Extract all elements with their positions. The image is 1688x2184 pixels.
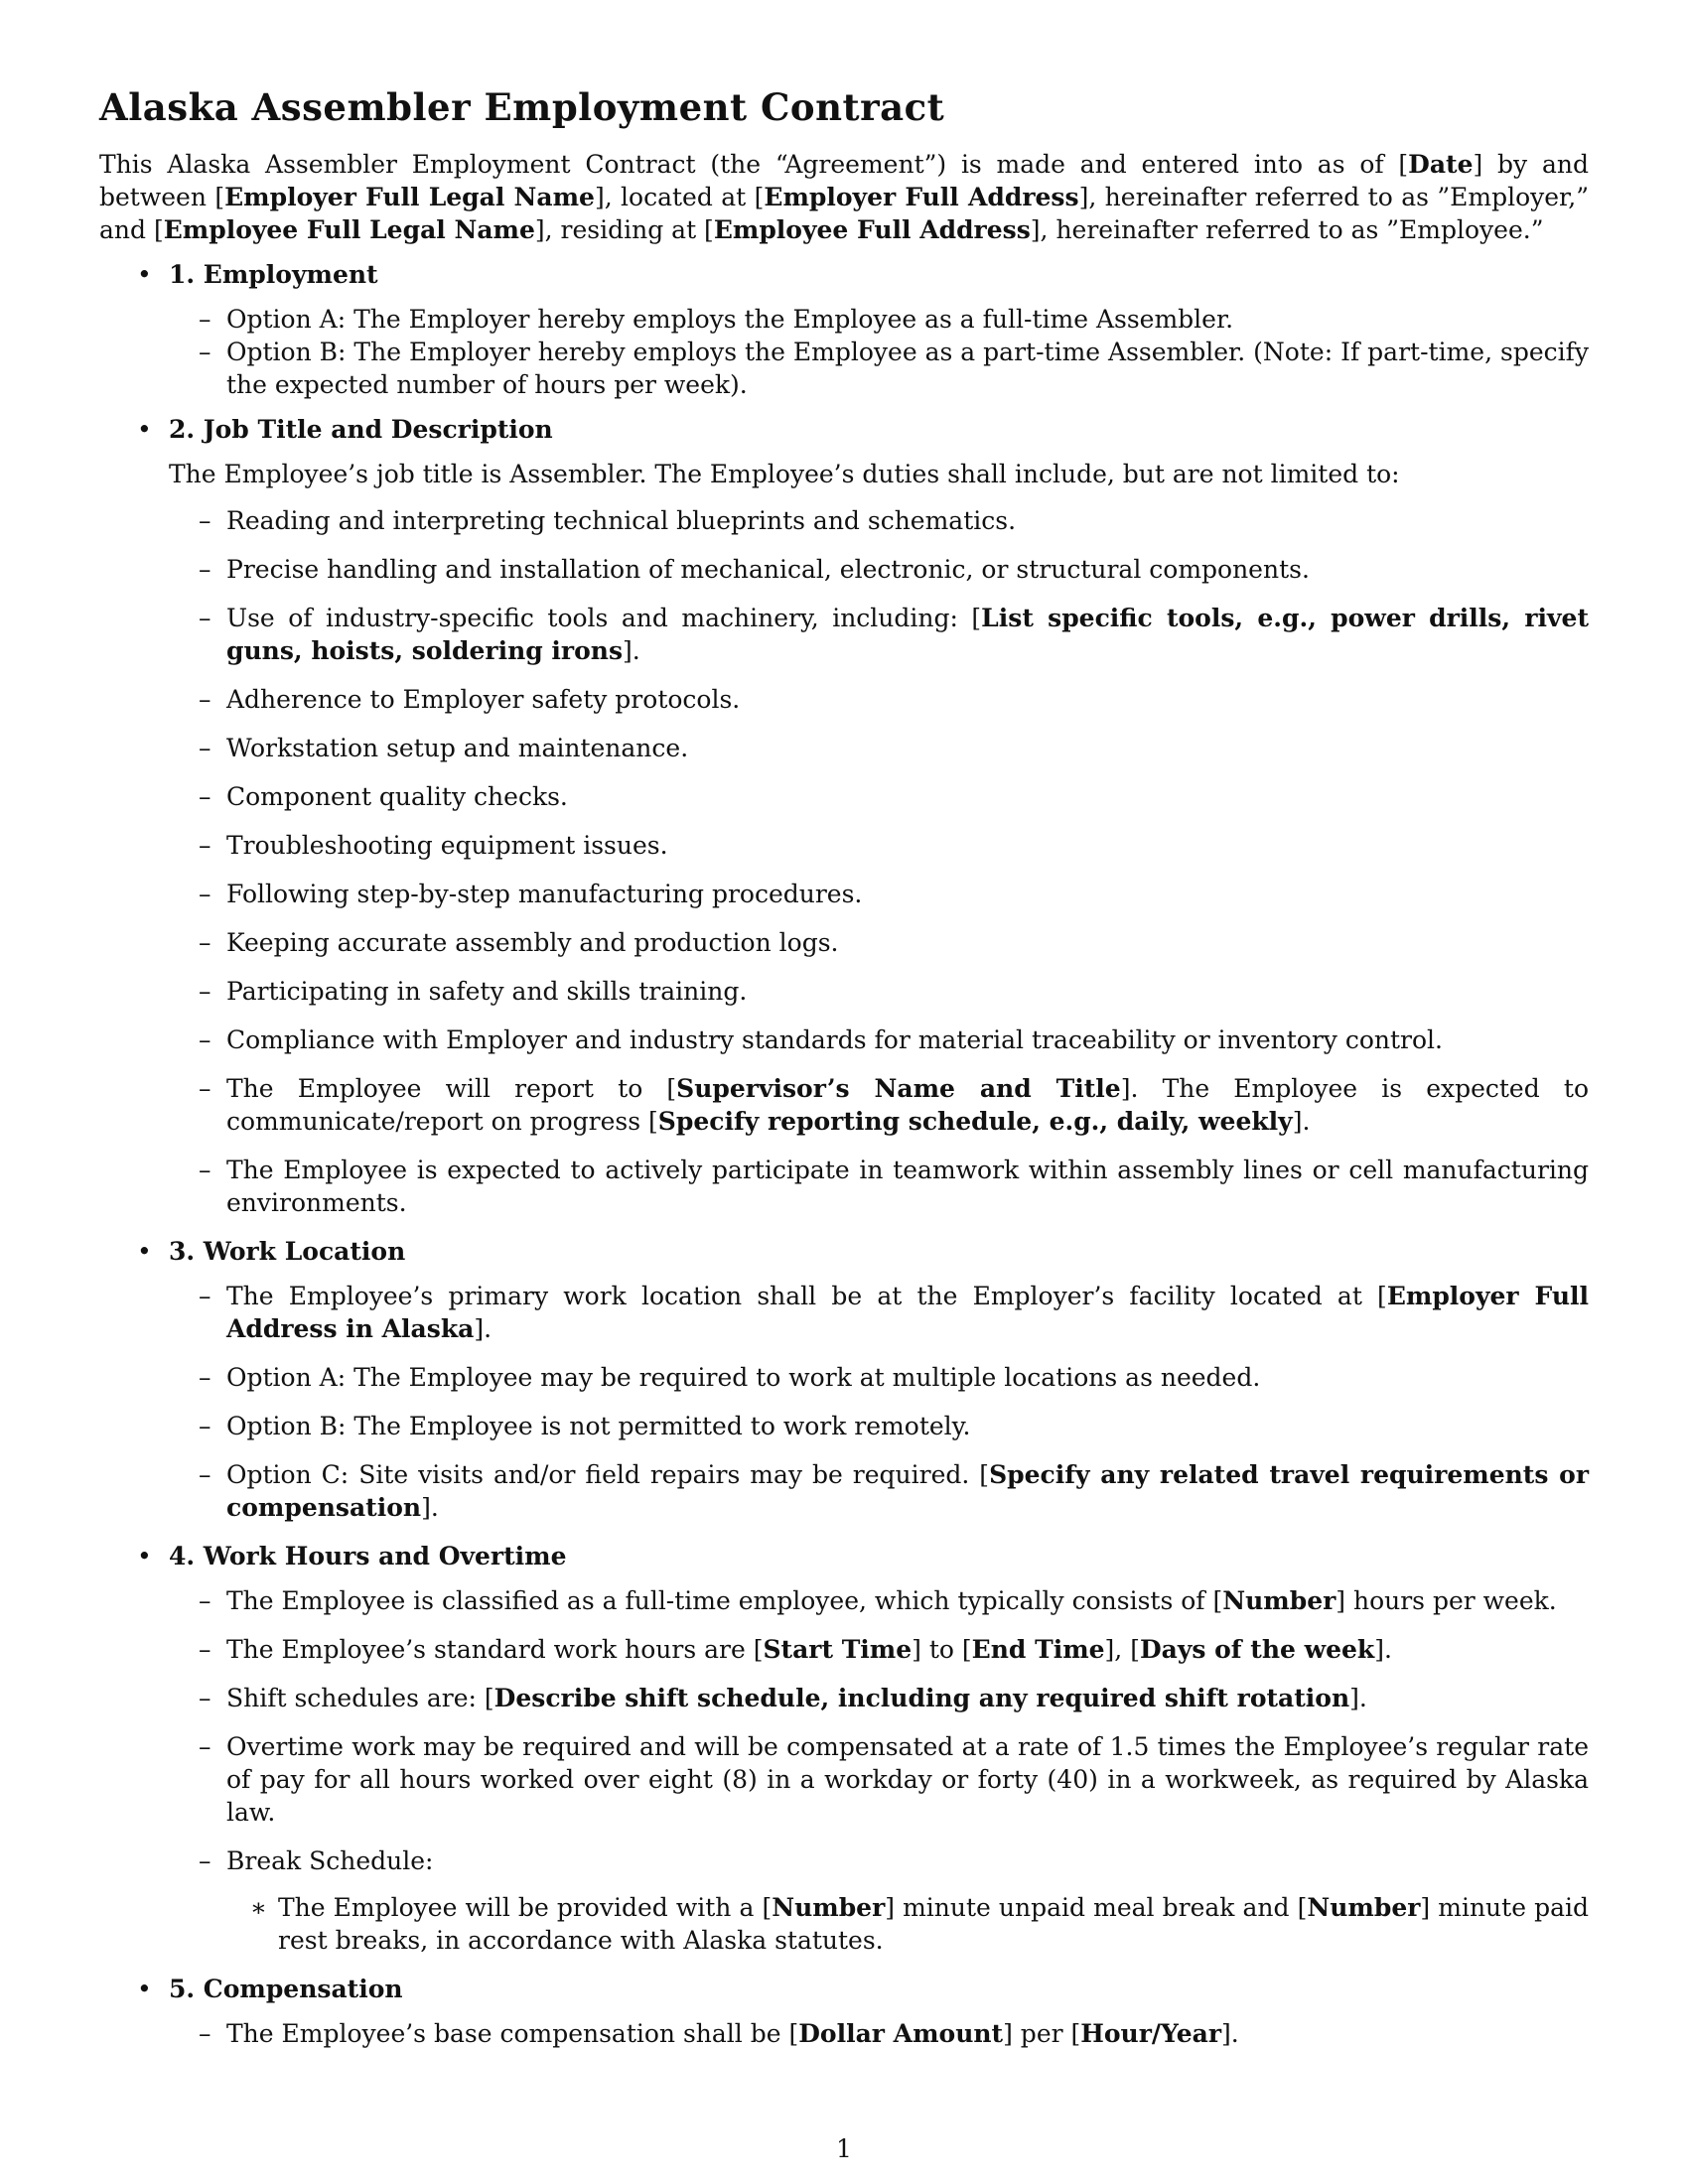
contract-page — [99, 84, 1589, 2062]
clause-item: – Adherence to Employer safety protocols. — [199, 685, 741, 715]
dash-icon: – — [199, 1363, 211, 1393]
section-heading: 5. Compensation — [169, 1975, 403, 2004]
section-heading: 3. Work Location — [169, 1237, 406, 1267]
placeholder-field: Number — [772, 1893, 886, 1923]
dash-icon: – — [199, 1156, 211, 1185]
dash-icon: – — [199, 2019, 211, 2049]
dash-icon: – — [199, 928, 211, 958]
dash-icon: – — [199, 506, 211, 536]
bullet-icon: • — [137, 1542, 152, 1571]
placeholder-field: Specify reporting schedule, e.g., daily, weekly — [657, 1107, 1293, 1137]
placeholder-field: Employee Full Legal Name — [163, 215, 535, 245]
clause-item: – The Employee’s primary work location shall be at the Employer’s facility located at [Employer Full Address in Alaska]. — [199, 1282, 1589, 1344]
bullet-icon: • — [137, 1975, 152, 2004]
clause-item: – Troubleshooting equipment issues. — [199, 831, 668, 861]
clause-item: – Option B: The Employee is not permitted to work remotely. — [199, 1412, 971, 1441]
clause-list — [169, 2017, 1589, 2050]
clause-item: – The Employee is expected to actively participate in teamwork within assembly lines or cell manufacturing environments. — [199, 1156, 1589, 1218]
dash-icon: – — [199, 1846, 211, 1876]
placeholder-field: Number — [1222, 1586, 1336, 1616]
clause-item: – Compliance with Employer and industry standards for material traceability or inventory control. — [199, 1025, 1443, 1055]
section-heading: 4. Work Hours and Overtime — [169, 1542, 567, 1571]
dash-icon: – — [199, 1074, 211, 1104]
clause-item: – Use of industry-specific tools and machinery, including: [List specific tools, e.g., power drills, rivet guns, hoists, soldering irons]. — [199, 604, 1589, 666]
clause-item: – Option A: The Employer hereby employs the Employee as a full-time Assembler. — [199, 305, 1234, 335]
placeholder-field: Employee Full Address — [713, 215, 1031, 245]
placeholder-field: Dollar Amount — [798, 2019, 1004, 2049]
dash-icon: – — [199, 604, 211, 633]
clause-item: – Option B: The Employer hereby employs the Employee as a part-time Assembler. (Note: If part-time, specify the expected number of hours per week). — [199, 338, 1589, 400]
section-heading: 1. Employment — [169, 260, 378, 290]
placeholder-field: End Time — [971, 1635, 1105, 1665]
dash-icon: – — [199, 1025, 211, 1055]
placeholder-field: Supervisor’s Name and Title — [676, 1074, 1121, 1104]
clause-item: – Following step-by-step manufacturing procedures. — [199, 880, 863, 909]
dash-icon: – — [199, 1732, 211, 1762]
placeholder-field: Start Time — [763, 1635, 913, 1665]
bullet-icon: • — [137, 1237, 152, 1267]
clause-item: – Workstation setup and maintenance. — [199, 734, 689, 763]
clause-item: – The Employee’s standard work hours are [Start Time] to [End Time], [Days of the week]. — [199, 1635, 1392, 1665]
placeholder-field: Employer Full Address in Alaska — [226, 1282, 1589, 1344]
dash-icon: – — [199, 880, 211, 909]
dash-icon: – — [199, 338, 211, 367]
dash-icon: – — [199, 782, 211, 812]
intro-paragraph: This Alaska Assembler Employment Contract (the “Agreement”) is made and entered into as of [Date] by and between [Employer Full Legal Name], located at [Employer Full Address], hereinafter referred to as ”Employer,” and [Employee Full Legal Name], residing at [Employee Full Address], hereinafter referred to as ”Employee.” — [99, 150, 1589, 245]
placeholder-field: Employer Full Address — [764, 183, 1079, 212]
nested-clause-item: ∗ The Employee will be provided with a [Number] minute unpaid meal break and [Number] minute paid rest breaks, in accordance with Alaska statutes. — [250, 1893, 1589, 1956]
clause-list — [169, 1280, 1589, 1524]
clause-list — [169, 504, 1589, 1219]
placeholder-field: Date — [1408, 150, 1474, 180]
placeholder-field: Specify any related travel requirements or compensation — [226, 1460, 1589, 1523]
dash-icon: – — [199, 734, 211, 763]
clause-item: – The Employee will report to [Supervisor’s Name and Title]. The Employee is expected to communicate/report on progress [Specify reporting schedule, e.g., daily, weekly]. — [199, 1074, 1590, 1137]
clause-item: – Overtime work may be required and will be compensated at a rate of 1.5 times the Employee’s regular rate of pay for all hours worked over eight (8) in a workday or forty (40) in a workweek, as required by Alaska law. — [199, 1732, 1589, 1828]
placeholder-field: Hour/Year — [1080, 2019, 1221, 2049]
clause-item: – Precise handling and installation of mechanical, electronic, or structural components. — [199, 555, 1310, 585]
nested-clause-list — [226, 1891, 1589, 1957]
contract-section — [99, 1973, 1589, 2050]
dash-icon: – — [199, 1635, 211, 1665]
bullet-icon: • — [137, 260, 152, 290]
contract-section — [99, 1540, 1589, 1957]
section-list — [99, 258, 1589, 2050]
section-heading: 2. Job Title and Description — [169, 415, 553, 445]
clause-item: – Keeping accurate assembly and production logs. — [199, 928, 839, 958]
dash-icon: – — [199, 1684, 211, 1713]
clause-list — [169, 1584, 1589, 1957]
clause-item: – Shift schedules are: [Describe shift schedule, including any required shift rotation]. — [199, 1684, 1367, 1713]
section-description: The Employee’s job title is Assembler. The Employee’s duties shall include, but are not limited to: — [169, 460, 1400, 489]
asterisk-icon: ∗ — [250, 1893, 267, 1923]
clause-item: – The Employee is classified as a full-time employee, which typically consists of [Number] hours per week. — [199, 1586, 1557, 1616]
dash-icon: – — [199, 1586, 211, 1616]
clause-list — [169, 303, 1589, 401]
clause-item: – Break Schedule: ∗ The Employee will be provided with a [Number] minute unpaid meal break and [Number] minute paid rest breaks, in accordance with Alaska statutes. — [199, 1846, 1589, 1956]
clause-item: – Option A: The Employee may be required to work at multiple locations as needed. — [199, 1363, 1261, 1393]
clause-item: – Participating in safety and skills training. — [199, 977, 748, 1007]
contract-section — [99, 1235, 1589, 1524]
dash-icon: – — [199, 305, 211, 335]
placeholder-field: Days of the week — [1139, 1635, 1375, 1665]
contract-section — [99, 413, 1589, 1219]
document-title: Alaska Assembler Employment Contract — [99, 85, 945, 129]
dash-icon: – — [199, 1282, 211, 1311]
dash-icon: – — [199, 555, 211, 585]
placeholder-field: Describe shift schedule, including any required shift rotation — [493, 1684, 1350, 1713]
placeholder-field: Number — [1307, 1893, 1421, 1923]
placeholder-field: Employer Full Legal Name — [224, 183, 595, 212]
dash-icon: – — [199, 1460, 211, 1490]
page-number: 1 — [836, 2134, 852, 2163]
dash-icon: – — [199, 1412, 211, 1441]
bullet-icon: • — [137, 415, 152, 445]
placeholder-field: List specific tools, e.g., power drills, rivet guns, hoists, soldering irons — [226, 604, 1589, 666]
contract-section — [99, 258, 1589, 401]
clause-item: – Component quality checks. — [199, 782, 568, 812]
clause-item: – The Employee’s base compensation shall be [Dollar Amount] per [Hour/Year]. — [199, 2019, 1239, 2049]
dash-icon: – — [199, 831, 211, 861]
dash-icon: – — [199, 977, 211, 1007]
clause-item: – Option C: Site visits and/or field repairs may be required. [Specify any related travel requirements or compensation]. — [199, 1460, 1589, 1523]
clause-item: – Reading and interpreting technical blueprints and schematics. — [199, 506, 1017, 536]
dash-icon: – — [199, 685, 211, 715]
